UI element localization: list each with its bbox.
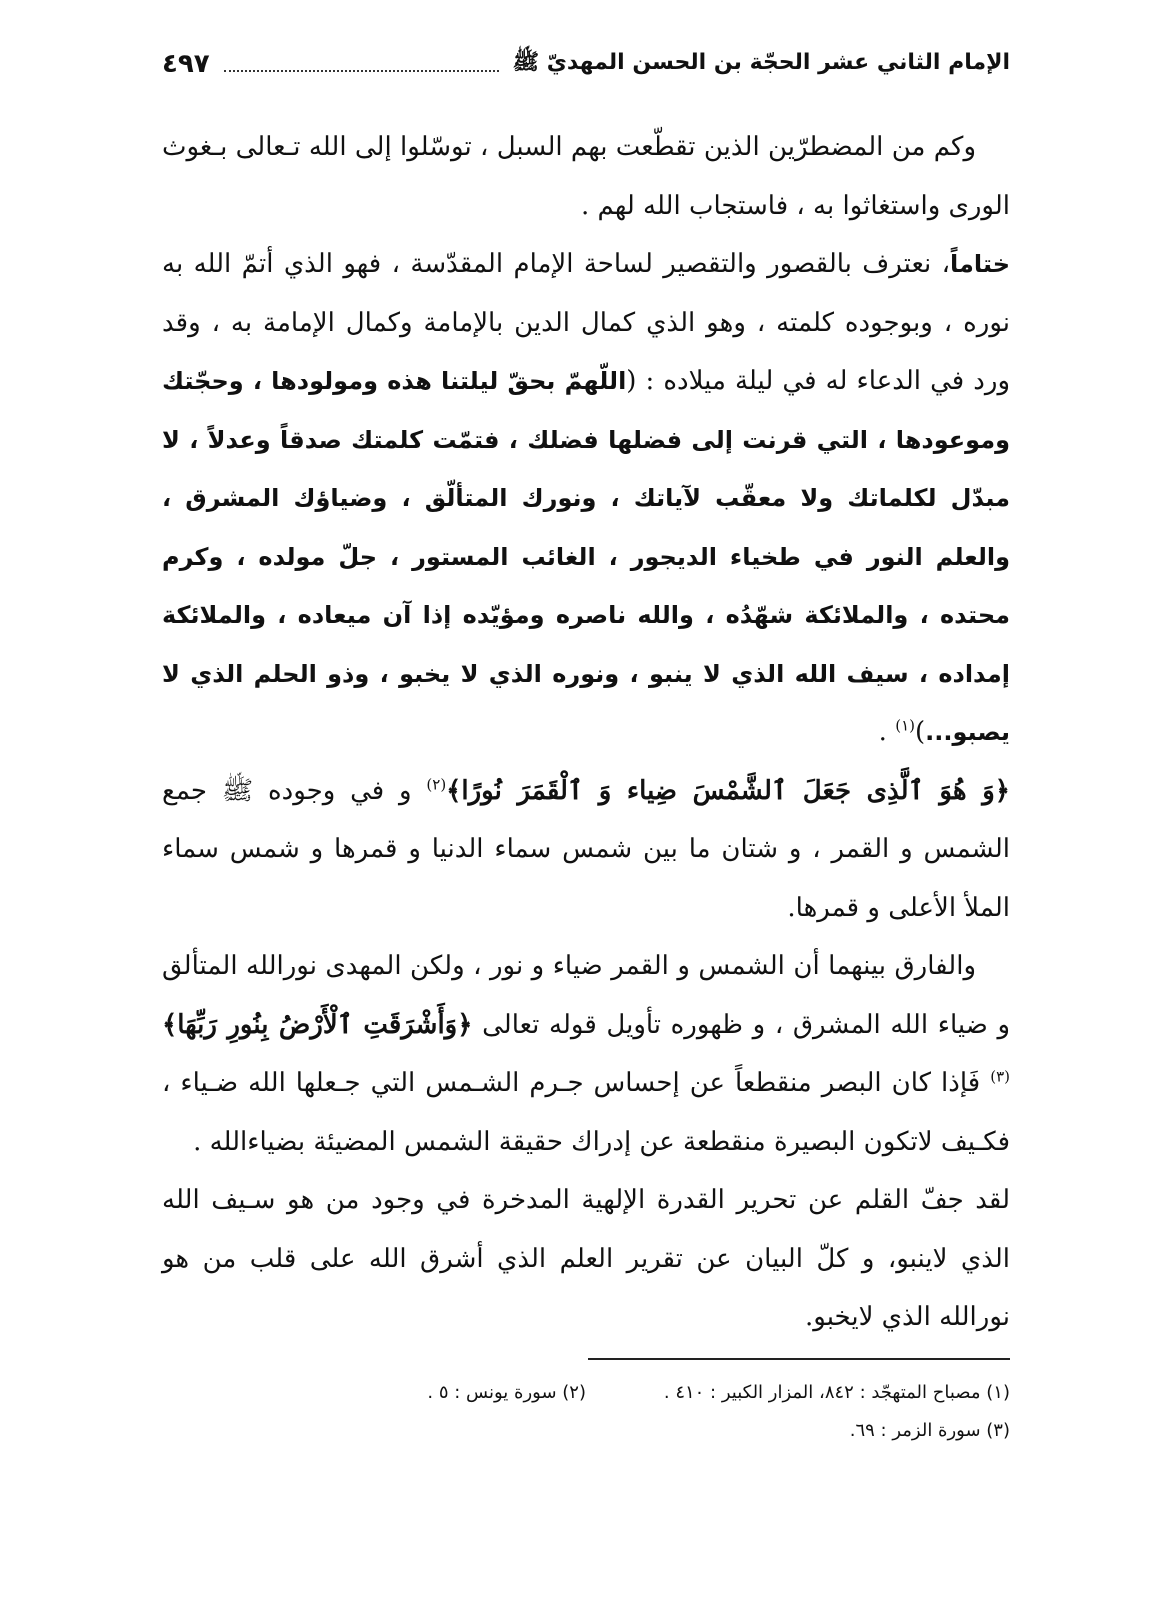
header-title: الإمام الثاني عشر الحجّة بن الحسن المهديّ ﷺ <box>512 50 1010 75</box>
footnote-ref-1[interactable]: (١) <box>895 716 915 735</box>
paragraph-4-text: والفارق بينهما أن الشمس و القمر ضياء و نور ، ولكن المهدى نورالله المتألق و ضياء الله المشرق ، و ظهوره تأويل قوله تعالى <box>162 951 1010 1040</box>
footnote-1: (١) مصباح المتهجّد : ٨٤٢، المزار الكبير : ٤١٠ . <box>663 1382 1010 1403</box>
footnote-3: (٣) سورة الزمر : ٦٩. <box>849 1420 1010 1441</box>
paragraph-2-text: ، نعترف بالقصور والتقصير لساحة الإمام المقدّسة ، فهو الذي أتمّ الله به نوره ، وبوجوده كلمته ، وهو الذي كمال الدين بالإمامة وكمال الإمامة به ، وقد ورد في الدعاء له في ليلة ميلاده : ( <box>162 249 1011 396</box>
paragraph-2-lead: ختاماً <box>950 250 1010 278</box>
header-dot-leader <box>224 56 499 72</box>
footnote-row <box>162 1374 1010 1412</box>
footnote-divider <box>588 1358 1010 1360</box>
footnote-row <box>162 1412 1010 1450</box>
footnote-2: (٢) سورة يونس : ٥ . <box>427 1382 586 1403</box>
paragraph-4-tail: فَإذا كان البصر منقطعاً عن إحساس جـرم الشـمس التي جـعلها الله ضـياء ، فكـيف لاتكون البصيرة منقطعة عن إدراك حقيقة الشمس المضيئة بضياءالله . <box>162 1068 1010 1157</box>
footnotes <box>162 1374 1010 1450</box>
paragraph-3-text: و في وجوده ﷺ جمع الشمس و القمر ، و شتان ما بين شمس سماء الدنيا و قمرها و شمس سماء الملأ الأعلى و قمرها. <box>162 775 1010 923</box>
paragraph-2-tail: . <box>878 717 896 747</box>
footnote-ref-3[interactable]: (٣) <box>990 1067 1010 1086</box>
paragraph-5: لقد جفّ القلم عن تحرير القدرة الإلهية المدخرة في وجود من هو سـيف الله الذي لاينبو، و كلّ البيان عن تقرير العلم الذي أشرق الله على قلب من هو نورالله الذي لايخبو. <box>162 1185 1010 1332</box>
paragraph-4 <box>162 937 1010 1171</box>
paragraph-3 <box>162 762 1010 938</box>
quran-verse-1: ﴿وَ هُوَ ٱلَّذِى جَعَلَ ٱلشَّمْسَ ضِياء وَ ٱلْقَمَرَ نُورًا﴾ <box>446 775 1010 806</box>
page-number: ٤٩٧ <box>162 49 210 79</box>
footnote-ref-2[interactable]: (٢) <box>426 774 447 793</box>
paragraph-2 <box>162 235 1010 762</box>
dua-quote: اللّهمّ بحقّ ليلتنا هذه ومولودها ، وحجّتك وموعودها ، التي قرنت إلى فضلها فضلك ، فتمّت كلمتك صدقاً وعدلاً ، لا مبدّل لكلماتك ولا معقّب لآياتك ، ونورك المتألّق ، وضياؤك المشرق ، والعلم النور في طخياء الديجور ، الغائب المستور ، جلّ مولده ، وكرم محتده ، والملائكة شهّدُه ، والله ناصره ومؤيّده إذا آن ميعاده ، والملائكة إمداده ، سيف الله الذي لا ينبو ، ونوره الذي لا يخبو ، وذو الحلم الذي لا يصبو... <box>162 367 1010 746</box>
paragraph-1: وكم من المضطرّين الذين تقطّعت بهم السبل ، توسّلوا إلى الله تـعالى بـغوث الورى واستغاثوا به ، فاستجاب الله لهم . <box>162 132 1010 221</box>
running-header <box>162 42 1010 86</box>
page-body <box>162 118 1010 1347</box>
quran-verse-2: ﴿وَأَشْرَقَتِ ٱلْأَرْضُ بِنُورِ رَبِّهَا﴾ <box>162 1009 473 1040</box>
dua-close: ) <box>914 717 926 747</box>
